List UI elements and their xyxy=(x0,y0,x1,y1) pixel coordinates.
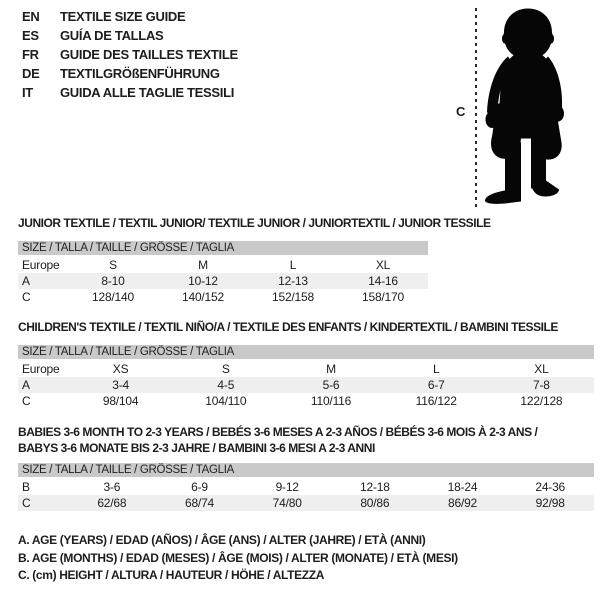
language-code: FR xyxy=(22,47,39,62)
cell-value: 62/68 xyxy=(97,496,127,510)
cell-value: 158/170 xyxy=(362,290,404,304)
row-label: B xyxy=(22,480,30,494)
legend-notes xyxy=(18,533,458,586)
cell-value: 12-18 xyxy=(360,480,390,494)
cell-value: 9-12 xyxy=(275,480,299,494)
cell-value: 116/122 xyxy=(415,394,457,408)
row-label: C xyxy=(22,394,31,408)
cell-value: 18-24 xyxy=(447,480,478,494)
size-header-bar: SIZE / TALLA / TAILLE / GRÖSSE / TAGLIA xyxy=(18,345,594,359)
cell-value: M xyxy=(326,362,336,376)
row-label: A xyxy=(22,274,30,288)
cell-value: 7-8 xyxy=(533,378,550,392)
language-row xyxy=(22,83,238,102)
cell-value: 98/104 xyxy=(102,394,139,408)
row-label: Europe xyxy=(22,258,60,272)
cell-value: L xyxy=(432,362,440,376)
cell-value: M xyxy=(198,258,208,272)
cell-value: XS xyxy=(112,362,129,376)
cell-value: 10-12 xyxy=(188,274,218,288)
cell-value: 68/74 xyxy=(184,496,215,510)
babies-size-table xyxy=(18,463,594,511)
table-row xyxy=(18,273,428,289)
row-label: Europe xyxy=(22,362,60,376)
height-measure-dotted-line xyxy=(475,8,477,210)
cell-value: 6-7 xyxy=(427,378,445,392)
table-rows xyxy=(18,479,594,511)
cell-value: 24-36 xyxy=(535,480,566,494)
legend-note-line: C. (cm) HEIGHT / ALTURA / HAUTEUR / HÖHE / ALTEZZA xyxy=(18,568,325,582)
babies-title-line-2: BABYS 3-6 MONATE BIS 2-3 JAHRE / BAMBINI 3-6 MESI A 2-3 ANNI xyxy=(18,441,375,455)
table-rows xyxy=(18,257,428,305)
cell-value: 12-13 xyxy=(278,274,308,288)
cell-value: 14-16 xyxy=(368,274,398,288)
language-code: DE xyxy=(22,66,40,81)
cell-value: XL xyxy=(375,258,391,272)
table-row xyxy=(18,377,594,393)
cell-value: S xyxy=(109,258,117,272)
cell-value: 152/158 xyxy=(272,290,314,304)
cell-value: 8-10 xyxy=(101,274,125,288)
legend-note-line: B. AGE (MONTHS) / EDAD (MESES) / ÂGE (MOIS) / ALTER (MONATE) / ETÀ (MESI) xyxy=(18,550,458,565)
language-code: EN xyxy=(22,9,40,24)
cell-value: 104/110 xyxy=(205,394,247,408)
cell-value: 122/128 xyxy=(520,394,563,408)
cell-value: 140/152 xyxy=(182,290,224,304)
size-header-bar: SIZE / TALLA / TAILLE / GRÖSSE / TAGLIA xyxy=(18,241,428,255)
legend-note-line: A. AGE (YEARS) / EDAD (AÑOS) / ÂGE (ANS) / ALTER (JAHRE) / ETÀ (ANNI) xyxy=(18,533,426,547)
table-row xyxy=(18,393,594,409)
table-row xyxy=(18,479,594,495)
cell-value: 4-5 xyxy=(217,378,235,392)
table-row xyxy=(18,289,428,305)
junior-size-table xyxy=(18,241,428,305)
language-title: TEXTILGRÖßENFÜHRUNG xyxy=(60,66,220,81)
language-title-list xyxy=(22,7,238,102)
row-label: C xyxy=(22,496,31,510)
cell-value: 3-6 xyxy=(103,480,121,494)
language-row xyxy=(22,26,238,45)
table-row xyxy=(18,495,594,511)
cell-value: L xyxy=(289,258,297,272)
cell-value: 5-6 xyxy=(322,378,340,392)
junior-table-title: JUNIOR TEXTILE / TEXTIL JUNIOR/ TEXTILE JUNIOR / JUNIORTEXTIL / JUNIOR TESSILE xyxy=(18,216,491,230)
height-measure-label: C xyxy=(456,104,466,119)
cell-value: 86/92 xyxy=(448,496,478,510)
cell-value: 128/140 xyxy=(92,290,134,304)
language-title: TEXTILE SIZE GUIDE xyxy=(60,9,186,24)
language-title: GUÍA DE TALLAS xyxy=(60,28,164,43)
language-code: IT xyxy=(22,85,33,100)
row-label: A xyxy=(22,378,30,392)
table-row xyxy=(18,361,594,377)
cell-value: 3-4 xyxy=(112,378,129,392)
language-row xyxy=(22,45,238,64)
cell-value: 92/98 xyxy=(535,496,565,510)
cell-value: S xyxy=(221,362,230,376)
cell-value: 110/116 xyxy=(310,394,352,408)
cell-value: 80/86 xyxy=(360,496,390,510)
baby-silhouette-icon xyxy=(481,6,569,207)
children-table-title: CHILDREN'S TEXTILE / TEXTIL NIÑO/A / TEXTILE DES ENFANTS / KINDERTEXTIL / BAMBINI TESSILE xyxy=(18,320,558,334)
size-header-bar: SIZE / TALLA / TAILLE / GRÖSSE / TAGLIA xyxy=(18,463,594,477)
table-rows xyxy=(18,361,594,409)
table-row xyxy=(18,257,428,273)
cell-value: 6-9 xyxy=(191,480,208,494)
language-row xyxy=(22,7,238,26)
language-row xyxy=(22,64,238,83)
cell-value: 74/80 xyxy=(272,496,302,510)
row-label: C xyxy=(22,290,31,304)
language-code: ES xyxy=(22,28,39,43)
babies-table-title xyxy=(18,424,537,456)
language-title: GUIDE DES TAILLES TEXTILE xyxy=(60,47,238,62)
children-size-table xyxy=(18,345,594,409)
cell-value: XL xyxy=(534,362,549,376)
babies-title-line-1: BABIES 3-6 MONTH TO 2-3 YEARS / BEBÉS 3-6 MESES A 2-3 AÑOS / BÉBÉS 3-6 MOIS À 2-3 ANS / xyxy=(18,425,538,439)
language-title: GUIDA ALLE TAGLIE TESSILI xyxy=(60,85,235,100)
